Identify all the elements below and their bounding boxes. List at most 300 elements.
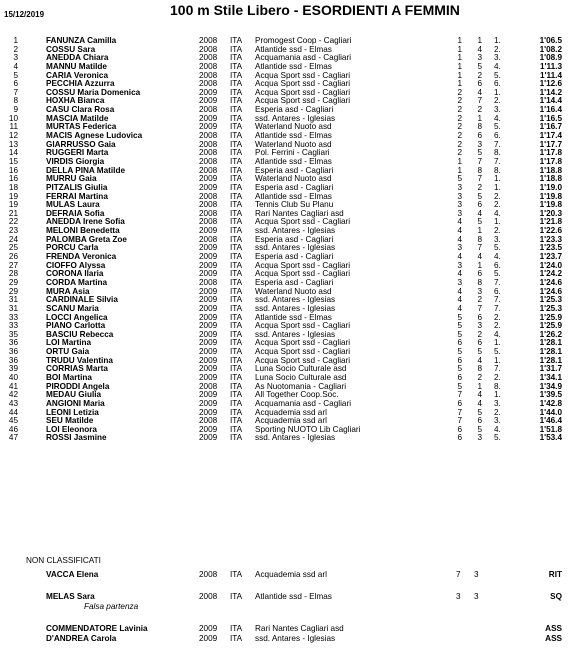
heat-rank: 6.: [494, 286, 501, 296]
heat-rank: 3.: [494, 234, 501, 244]
finish-time: 1'24.0: [539, 260, 562, 270]
finish-time: 1'08.2: [539, 44, 562, 54]
finish-time: 1'18.8: [539, 174, 562, 184]
position-cell: 14: [8, 148, 18, 158]
heat-number: 7: [457, 390, 462, 400]
lane-number: 2: [477, 372, 482, 382]
heat-number: 6: [457, 398, 462, 408]
athlete-name: D'ANDREA Carola: [46, 634, 117, 643]
heat-number: 3: [457, 208, 462, 218]
heat-number: 3: [457, 243, 462, 253]
athlete-name: ROSSI Jasmine: [46, 433, 107, 443]
heat-rank: 3.: [494, 398, 501, 408]
nationality: ITA: [230, 252, 243, 262]
club-name: Esperia asd - Cagliari: [255, 252, 334, 262]
athlete-name: GIARRUSSO Gaia: [46, 139, 116, 149]
nationality: ITA: [230, 234, 243, 244]
nationality: ITA: [230, 433, 243, 443]
athlete-name: PALOMBA Greta Zoe: [46, 234, 127, 244]
position-cell: 21: [8, 208, 18, 218]
heat-rank: 1.: [494, 36, 501, 45]
athlete-name: CASU Clara Rosa: [46, 105, 115, 115]
heat-number: 1: [457, 61, 462, 71]
nationality: ITA: [230, 338, 243, 348]
finish-time: 1'23.5: [539, 243, 562, 253]
position-cell: 23: [8, 226, 18, 236]
position-cell: 40: [8, 372, 18, 382]
finish-time: 1'14.4: [539, 96, 562, 106]
athlete-name: ORTU Gaia: [46, 347, 90, 357]
heat-number: 3: [457, 191, 462, 201]
nationality: ITA: [230, 381, 243, 391]
athlete-name: PITZALIS Giulia: [46, 182, 108, 192]
heat-number: 2: [457, 113, 462, 123]
club-name: Atlantide ssd - Elmas: [255, 312, 332, 322]
club-name: Sporting NUOTO Lib Cagliari: [255, 424, 361, 434]
finish-time: 1'19.8: [539, 191, 562, 201]
lane-number: 3: [474, 592, 479, 601]
club-name: Tennis Club Su Planu: [255, 200, 334, 210]
lane-number: 2: [477, 182, 482, 192]
position-cell: 9: [13, 105, 18, 115]
finish-time: 1'11.4: [540, 70, 562, 80]
heat-rank: 1.: [494, 390, 501, 400]
club-name: Acqua Sport ssd - Cagliari: [255, 338, 351, 348]
lane-number: 5: [477, 217, 482, 227]
position-cell: 8: [13, 96, 18, 106]
athlete-name: FERRAI Martina: [46, 191, 108, 201]
athlete-name: CIOFFO Alyssa: [46, 260, 106, 270]
birth-year: 2009: [199, 252, 218, 262]
birth-year: 2008: [199, 53, 218, 63]
athlete-name: MURRU Gaia: [46, 174, 97, 184]
position-cell: 19: [8, 200, 18, 210]
athlete-name: CARIA Veronica: [46, 70, 109, 80]
club-name: Acquademia ssd arl: [255, 570, 327, 579]
club-name: Waterland Nuoto asd: [255, 174, 332, 184]
heat-number: 6: [457, 372, 462, 382]
birth-year: 2009: [199, 390, 218, 400]
position-cell: 3: [13, 53, 18, 63]
finish-time: 1'39.5: [539, 390, 562, 400]
athlete-name: MELONI Benedetta: [46, 226, 120, 236]
lane-number: 5: [477, 347, 482, 357]
club-name: Acqua Sport ssd - Cagliari: [255, 260, 351, 270]
heat-number: 4: [457, 286, 462, 296]
birth-year: 2009: [199, 87, 218, 97]
heat-number: 3: [457, 200, 462, 210]
nationality: ITA: [230, 139, 243, 149]
nationality: ITA: [230, 156, 243, 166]
lane-number: 6: [477, 416, 482, 426]
birth-year: 2009: [199, 329, 218, 339]
position-cell: 13: [8, 139, 18, 149]
heat-rank: 5.: [494, 70, 501, 80]
nationality: ITA: [230, 634, 243, 643]
birth-year: 2009: [199, 321, 218, 331]
club-name: ssd. Antares - Iglesias: [255, 226, 336, 236]
nationality: ITA: [230, 321, 243, 331]
lane-number: 8: [477, 234, 482, 244]
athlete-name: PIANO Carlotta: [46, 321, 106, 331]
heat-number: 2: [457, 122, 462, 132]
position-cell: 45: [8, 416, 18, 426]
birth-year: 2008: [199, 148, 218, 158]
nationality: ITA: [230, 131, 243, 141]
nationality: ITA: [230, 398, 243, 408]
heat-number: 1: [457, 70, 462, 80]
club-name: Waterland Nuoto asd: [255, 286, 332, 296]
heat-rank: 1.: [494, 87, 501, 97]
heat-number: 3: [457, 260, 462, 270]
athlete-name: COSSU Maria Domenica: [46, 87, 141, 97]
birth-year: 2008: [199, 381, 218, 391]
heat-rank: 7.: [494, 139, 501, 149]
heat-rank: 4.: [494, 252, 501, 262]
finish-time: 1'25.3: [539, 303, 562, 313]
heat-number: 3: [456, 592, 461, 601]
heat-rank: 1.: [494, 174, 501, 184]
status-code: ASS: [545, 624, 562, 633]
finish-time: 1'11.3: [540, 61, 562, 71]
nationality: ITA: [230, 347, 243, 357]
position-cell: 41: [8, 381, 18, 391]
club-name: Acqua Sport ssd - Cagliari: [255, 347, 351, 357]
lane-number: 1: [477, 113, 482, 123]
lane-number: 2: [477, 329, 482, 339]
heat-rank: 5.: [494, 347, 501, 357]
birth-year: 2009: [199, 634, 218, 643]
finish-time: 1'25.9: [539, 321, 562, 331]
athlete-name: SEU Matilde: [46, 416, 94, 426]
finish-time: 1'23.7: [539, 252, 562, 262]
club-name: Esperia asd - Cagliari: [255, 105, 334, 115]
athlete-name: MASCIA Matilde: [46, 113, 109, 123]
finish-time: 1'22.6: [539, 226, 562, 236]
birth-year: 2009: [199, 286, 218, 296]
birth-year: 2009: [199, 424, 218, 434]
finish-time: 1'24.2: [539, 269, 562, 279]
position-cell: 44: [8, 407, 18, 417]
heat-number: 5: [457, 347, 462, 357]
club-name: Esperia asd - Cagliari: [255, 277, 334, 287]
finish-time: 1'31.7: [539, 364, 562, 374]
athlete-name: LEONI Letizia: [46, 407, 99, 417]
athlete-name: BOI Martina: [46, 372, 92, 382]
lane-number: 4: [477, 44, 482, 54]
heat-rank: 3.: [494, 53, 501, 63]
heat-number: 1: [457, 36, 462, 45]
birth-year: 2008: [199, 139, 218, 149]
club-name: Acquamania asd - Cagliari: [255, 53, 352, 63]
athlete-name: RUGGERI Marta: [46, 148, 109, 158]
nationality: ITA: [230, 286, 243, 296]
heat-number: 5: [457, 329, 462, 339]
heat-number: 6: [457, 338, 462, 348]
finish-time: 1'25.9: [539, 312, 562, 322]
lane-number: 5: [477, 148, 482, 158]
heat-number: 2: [457, 96, 462, 106]
heat-number: 2: [457, 139, 462, 149]
heat-rank: 4.: [494, 329, 501, 339]
finish-time: 1'17.8: [539, 156, 562, 166]
nationality: ITA: [230, 36, 243, 45]
club-name: Atlantide ssd - Elmas: [255, 156, 332, 166]
heat-rank: 6.: [494, 260, 501, 270]
athlete-name: CORRIAS Marta: [46, 364, 108, 374]
club-name: ssd. Antares - Iglesias: [255, 433, 336, 443]
lane-number: 8: [477, 364, 482, 374]
club-name: Acqua Sport ssd - Cagliari: [255, 70, 351, 80]
lane-number: 5: [477, 191, 482, 201]
position-cell: 24: [8, 234, 18, 244]
athlete-name: FANUNZA Camilla: [46, 36, 117, 45]
heat-number: 2: [457, 131, 462, 141]
heat-rank: 4.: [494, 113, 501, 123]
finish-time: 1'51.8: [539, 424, 562, 434]
nationality: ITA: [230, 174, 243, 184]
heat-rank: 8.: [494, 381, 501, 391]
birth-year: 2009: [199, 338, 218, 348]
position-cell: 36: [8, 355, 18, 365]
nationality: ITA: [230, 277, 243, 287]
finish-time: 1'28.1: [539, 347, 562, 357]
heat-number: 2: [457, 87, 462, 97]
finish-time: 1'18.8: [539, 165, 562, 175]
heat-number: 6: [457, 433, 462, 443]
lane-number: 2: [477, 105, 482, 115]
club-name: Acqua Sport ssd - Cagliari: [255, 79, 351, 89]
lane-number: 1: [477, 260, 482, 270]
heat-number: 4: [457, 234, 462, 244]
birth-year: 2008: [199, 277, 218, 287]
lane-number: 7: [477, 96, 482, 106]
nationality: ITA: [230, 312, 243, 322]
position-cell: 33: [8, 321, 18, 331]
athlete-name: FRENDA Veronica: [46, 252, 117, 262]
position-cell: 6: [13, 79, 18, 89]
finish-time: 1'25.3: [539, 295, 562, 305]
lane-number: 3: [477, 433, 482, 443]
nationality: ITA: [230, 105, 243, 115]
club-name: Atlantide ssd - Elmas: [255, 131, 332, 141]
lane-number: 4: [477, 355, 482, 365]
lane-number: 3: [477, 53, 482, 63]
heat-number: 5: [457, 312, 462, 322]
nationality: ITA: [230, 269, 243, 279]
birth-year: 2009: [199, 624, 218, 633]
position-cell: 35: [8, 329, 18, 339]
lane-number: 4: [477, 398, 482, 408]
club-name: Acquamania asd - Cagliari: [255, 398, 352, 408]
birth-year: 2009: [199, 295, 218, 305]
lane-number: 8: [477, 122, 482, 132]
nationality: ITA: [230, 372, 243, 382]
heat-rank: 4.: [494, 424, 501, 434]
finish-time: 1'23.3: [539, 234, 562, 244]
athlete-name: HOXHA Bianca: [46, 96, 105, 106]
heat-rank: 1.: [494, 182, 501, 192]
birth-year: 2008: [199, 570, 218, 579]
club-name: Acqua Sport ssd - Cagliari: [255, 96, 351, 106]
nationality: ITA: [230, 182, 243, 192]
athlete-name: MURA Asia: [46, 286, 90, 296]
heat-number: 5: [457, 381, 462, 391]
club-name: Esperia asd - Cagliari: [255, 182, 334, 192]
birth-year: 2008: [199, 44, 218, 54]
club-name: Esperia asd - Cagliari: [255, 234, 334, 244]
club-name: Acqua Sport ssd - Cagliari: [255, 217, 351, 227]
finish-time: 1'19.0: [539, 182, 562, 192]
birth-year: 2009: [199, 347, 218, 357]
heat-rank: 1.: [494, 338, 501, 348]
club-name: Luna Socio Culturale asd: [255, 364, 347, 374]
heat-rank: 2.: [494, 191, 501, 201]
lane-number: 6: [477, 269, 482, 279]
nationality: ITA: [230, 96, 243, 106]
athlete-name: VIRDIS Giorgia: [46, 156, 105, 166]
heat-number: 6: [457, 424, 462, 434]
lane-number: 5: [477, 407, 482, 417]
athlete-name: CORDA Martina: [46, 277, 108, 287]
finish-time: 1'08.9: [539, 53, 562, 63]
heat-rank: 4.: [494, 208, 501, 218]
athlete-name: LOCCI Angelica: [46, 312, 108, 322]
lane-number: 8: [477, 277, 482, 287]
athlete-name: DELLA PINA Matilde: [46, 165, 125, 175]
lane-number: 5: [477, 424, 482, 434]
club-name: ssd. Antares - Iglesias: [255, 113, 336, 123]
lane-number: 6: [477, 131, 482, 141]
club-name: Acqua Sport ssd - Cagliari: [255, 87, 351, 97]
lane-number: 4: [477, 252, 482, 262]
heat-number: 1: [457, 165, 462, 175]
lane-number: 2: [477, 295, 482, 305]
nationality: ITA: [230, 122, 243, 132]
club-name: Atlantide ssd - Elmas: [255, 61, 332, 71]
birth-year: 2009: [199, 182, 218, 192]
position-cell: 25: [8, 243, 18, 253]
club-name: ssd. Antares - Iglesias: [255, 329, 336, 339]
birth-year: 2009: [199, 122, 218, 132]
position-cell: 36: [8, 347, 18, 357]
status-code: RIT: [548, 570, 562, 579]
position-cell: 1: [13, 36, 18, 45]
nationality: ITA: [230, 44, 243, 54]
athlete-name: PIRODDI Angela: [46, 381, 110, 391]
heat-rank: 8.: [494, 165, 501, 175]
finish-time: 1'34.1: [539, 372, 562, 382]
finish-time: 1'17.7: [539, 139, 562, 149]
finish-time: 1'46.4: [539, 416, 562, 426]
heat-rank: 8.: [494, 148, 501, 158]
lane-number: 6: [477, 79, 482, 89]
nationality: ITA: [230, 355, 243, 365]
heat-number: 7: [456, 570, 461, 579]
club-name: As Nuotomania - Cagliari: [255, 381, 347, 391]
athlete-name: VACCA Elena: [46, 570, 99, 579]
nationality: ITA: [230, 191, 243, 201]
athlete-name: MEDAU Giulia: [46, 390, 102, 400]
athlete-name: LOI Eleonora: [46, 424, 97, 434]
heat-rank: 7.: [494, 156, 501, 166]
position-cell: 19: [8, 191, 18, 201]
birth-year: 2008: [199, 79, 218, 89]
heat-number: 4: [457, 252, 462, 262]
heat-rank: 6.: [494, 131, 501, 141]
non-classified-row: [0, 592, 570, 602]
lane-number: 1: [477, 226, 482, 236]
finish-time: 1'12.6: [539, 79, 562, 89]
position-cell: 39: [8, 364, 18, 374]
club-name: Waterland Nuoto asd: [255, 139, 332, 149]
club-name: ssd. Antares - Iglesias: [255, 243, 336, 253]
status-code: ASS: [545, 634, 562, 643]
finish-time: 1'21.8: [539, 217, 562, 227]
birth-year: 2009: [199, 226, 218, 236]
heat-rank: 2.: [494, 407, 501, 417]
event-date: 15/12/2019: [4, 10, 45, 19]
lane-number: 3: [477, 286, 482, 296]
nationality: ITA: [230, 217, 243, 227]
lane-number: 4: [477, 208, 482, 218]
lane-number: 2: [477, 70, 482, 80]
position-cell: 46: [8, 424, 18, 434]
lane-number: 7: [477, 156, 482, 166]
birth-year: 2009: [199, 113, 218, 123]
heat-rank: 5.: [494, 269, 501, 279]
finish-time: 1'17.4: [539, 131, 562, 141]
heat-rank: 5.: [494, 433, 501, 443]
position-cell: 11: [9, 122, 18, 132]
position-cell: 12: [8, 131, 18, 141]
birth-year: 2008: [199, 191, 218, 201]
non-classified-heading: NON CLASSIFICATI: [26, 556, 101, 565]
athlete-name: MULAS Laura: [46, 200, 100, 210]
finish-time: 1'28.1: [539, 355, 562, 365]
finish-time: 1'34.9: [539, 381, 562, 391]
heat-rank: 2.: [494, 321, 501, 331]
heat-number: 4: [457, 226, 462, 236]
club-name: ssd. Antares - Iglesias: [255, 634, 336, 643]
heat-number: 4: [457, 295, 462, 305]
status-code: SQ: [550, 592, 562, 601]
position-cell: 47: [8, 433, 18, 443]
position-cell: 27: [8, 260, 18, 270]
nationality: ITA: [230, 390, 243, 400]
club-name: Pol. Ferrini - Cagliari: [255, 148, 330, 158]
heat-rank: 7.: [494, 364, 501, 374]
position-cell: 16: [8, 165, 18, 175]
finish-time: 1'24.6: [539, 286, 562, 296]
nationality: ITA: [230, 260, 243, 270]
athlete-name: CORONA Ilaria: [46, 269, 104, 279]
finish-time: 1'42.8: [539, 398, 562, 408]
club-name: Waterland Nuoto asd: [255, 122, 332, 132]
heat-number: 5: [457, 364, 462, 374]
heat-number: 7: [457, 416, 462, 426]
page-title: 100 m Stile Libero - ESORDIENTI A FEMMIN: [170, 2, 460, 18]
nationality: ITA: [230, 61, 243, 71]
athlete-name: MELAS Sara: [46, 592, 95, 601]
birth-year: 2009: [199, 269, 218, 279]
heat-rank: 2.: [494, 200, 501, 210]
club-name: Acqua Sport ssd - Cagliari: [255, 321, 351, 331]
birth-year: 2008: [199, 105, 218, 115]
club-name: Acqua Sport ssd - Cagliari: [255, 269, 351, 279]
birth-year: 2008: [199, 234, 218, 244]
birth-year: 2008: [199, 156, 218, 166]
